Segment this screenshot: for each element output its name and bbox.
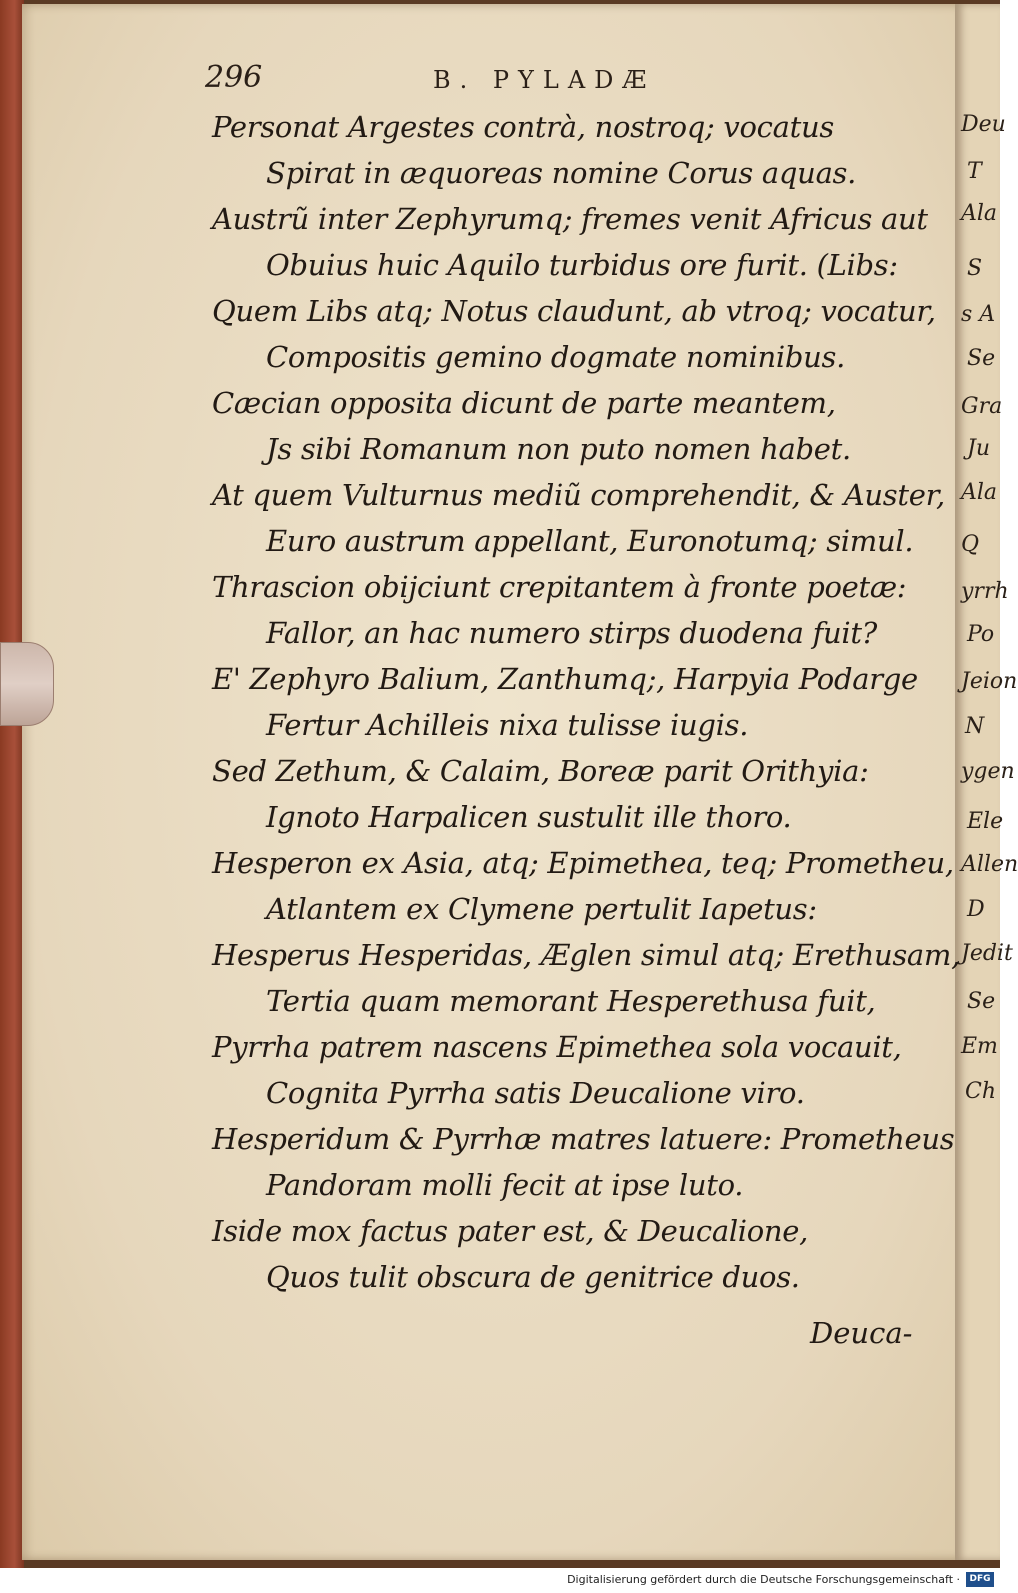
next-page-fragment: Ele xyxy=(967,809,1004,834)
verse-line: E' Zephyro Balium, Zanthumq;, Harpyia Podarge xyxy=(212,662,918,696)
verse-line: Hesperus Hesperidas, Æglen simul atq; Erethusam, xyxy=(212,938,961,972)
next-page-fragment: S xyxy=(967,256,983,281)
next-page-fragment: yrrh xyxy=(961,579,1009,604)
next-page-fragment: Em xyxy=(961,1034,998,1059)
verse-line: Cæcian opposita dicunt de parte meantem, xyxy=(212,386,836,420)
next-page-fragment: Ala xyxy=(961,201,998,226)
next-page-fragment: ygen xyxy=(961,759,1015,784)
next-page-fragment: Allen xyxy=(961,852,1018,877)
dfg-logo: DFG xyxy=(966,1572,994,1587)
verse-line: Fertur Achilleis nixa tulisse iugis. xyxy=(266,708,749,742)
verse-line: Compositis gemino dogmate nominibus. xyxy=(266,340,846,374)
verse-line: Tertia quam memorant Hesperethusa fuit, xyxy=(266,984,876,1018)
next-page-fragment: Jedit xyxy=(961,941,1013,966)
next-page-fragment: Se xyxy=(967,989,996,1014)
next-page-fragment: Ala xyxy=(961,480,998,505)
verse-line: Obuius huic Aquilo turbidus ore furit. (Libs: xyxy=(266,248,898,282)
verse-line: Quos tulit obscura de genitrice duos. xyxy=(266,1260,800,1294)
next-page-fragment: Se xyxy=(967,346,996,371)
next-page-fragment: Q xyxy=(961,532,980,557)
verse-line: Fallor, an hac numero stirps duodena fuit? xyxy=(266,616,877,650)
verse-line: At quem Vulturnus mediũ comprehendit, & Auster, xyxy=(212,478,945,512)
next-page-fragment: Gra xyxy=(961,394,1003,419)
next-page-fragment: Ju xyxy=(967,436,990,461)
next-page-fragment: T xyxy=(967,159,982,184)
verse-line: Pandoram molli fecit at ipse luto. xyxy=(266,1168,744,1202)
verse-line: Atlantem ex Clymene pertulit Iapetus: xyxy=(266,892,817,926)
page-number: 296 xyxy=(205,60,263,95)
next-page-fragment: Jeion xyxy=(961,669,1018,694)
running-head: B. PYLADÆ xyxy=(433,66,656,94)
verse-line: Ignoto Harpalicen sustulit ille thoro. xyxy=(266,800,792,834)
verse-line: Euro austrum appellant, Euronotumq; simul. xyxy=(266,524,914,558)
verse-line: Sed Zethum, & Calaim, Boreæ parit Orithyia: xyxy=(212,754,869,788)
verse-line: Cognita Pyrrha satis Deucalione viro. xyxy=(266,1076,805,1110)
funding-credit: Digitalisierung gefördert durch die Deutsche Forschungsgemeinschaft · xyxy=(567,1573,960,1586)
verse-line: Quem Libs atq; Notus claudunt, ab vtroq; vocatur, xyxy=(212,294,936,328)
verse-line: Hesperidum & Pyrrhæ matres latuere: Prometheus xyxy=(212,1122,955,1156)
verse-line: Hesperon ex Asia, atq; Epimethea, teq; Prometheu, xyxy=(212,846,954,880)
next-page-fragment: s A xyxy=(961,302,996,327)
next-page-fragment: D xyxy=(967,897,985,922)
verse-line: Spirat in æquoreas nomine Corus aquas. xyxy=(266,156,857,190)
next-page-fragment: N xyxy=(965,714,985,739)
next-page-fragment: Ch xyxy=(965,1079,997,1104)
verse-line: Thrascion obijciunt crepitantem à fronte poetæ: xyxy=(212,570,907,604)
verse-line: Austrũ inter Zephyrumq; fremes venit Africus aut xyxy=(212,202,928,236)
verse-line: Js sibi Romanum non puto nomen habet. xyxy=(266,432,851,466)
next-page-fragment: Po xyxy=(967,622,995,647)
verse-line: Personat Argestes contrà, nostroq; vocatus xyxy=(212,110,834,144)
verse-line: Iside mox factus pater est, & Deucalione, xyxy=(212,1214,809,1248)
catchword: Deuca- xyxy=(810,1316,913,1350)
digitization-footer xyxy=(0,1568,1000,1593)
next-page-fragment: Deu xyxy=(961,112,1006,137)
verse-line: Pyrrha patrem nascens Epimethea sola vocauit, xyxy=(212,1030,902,1064)
